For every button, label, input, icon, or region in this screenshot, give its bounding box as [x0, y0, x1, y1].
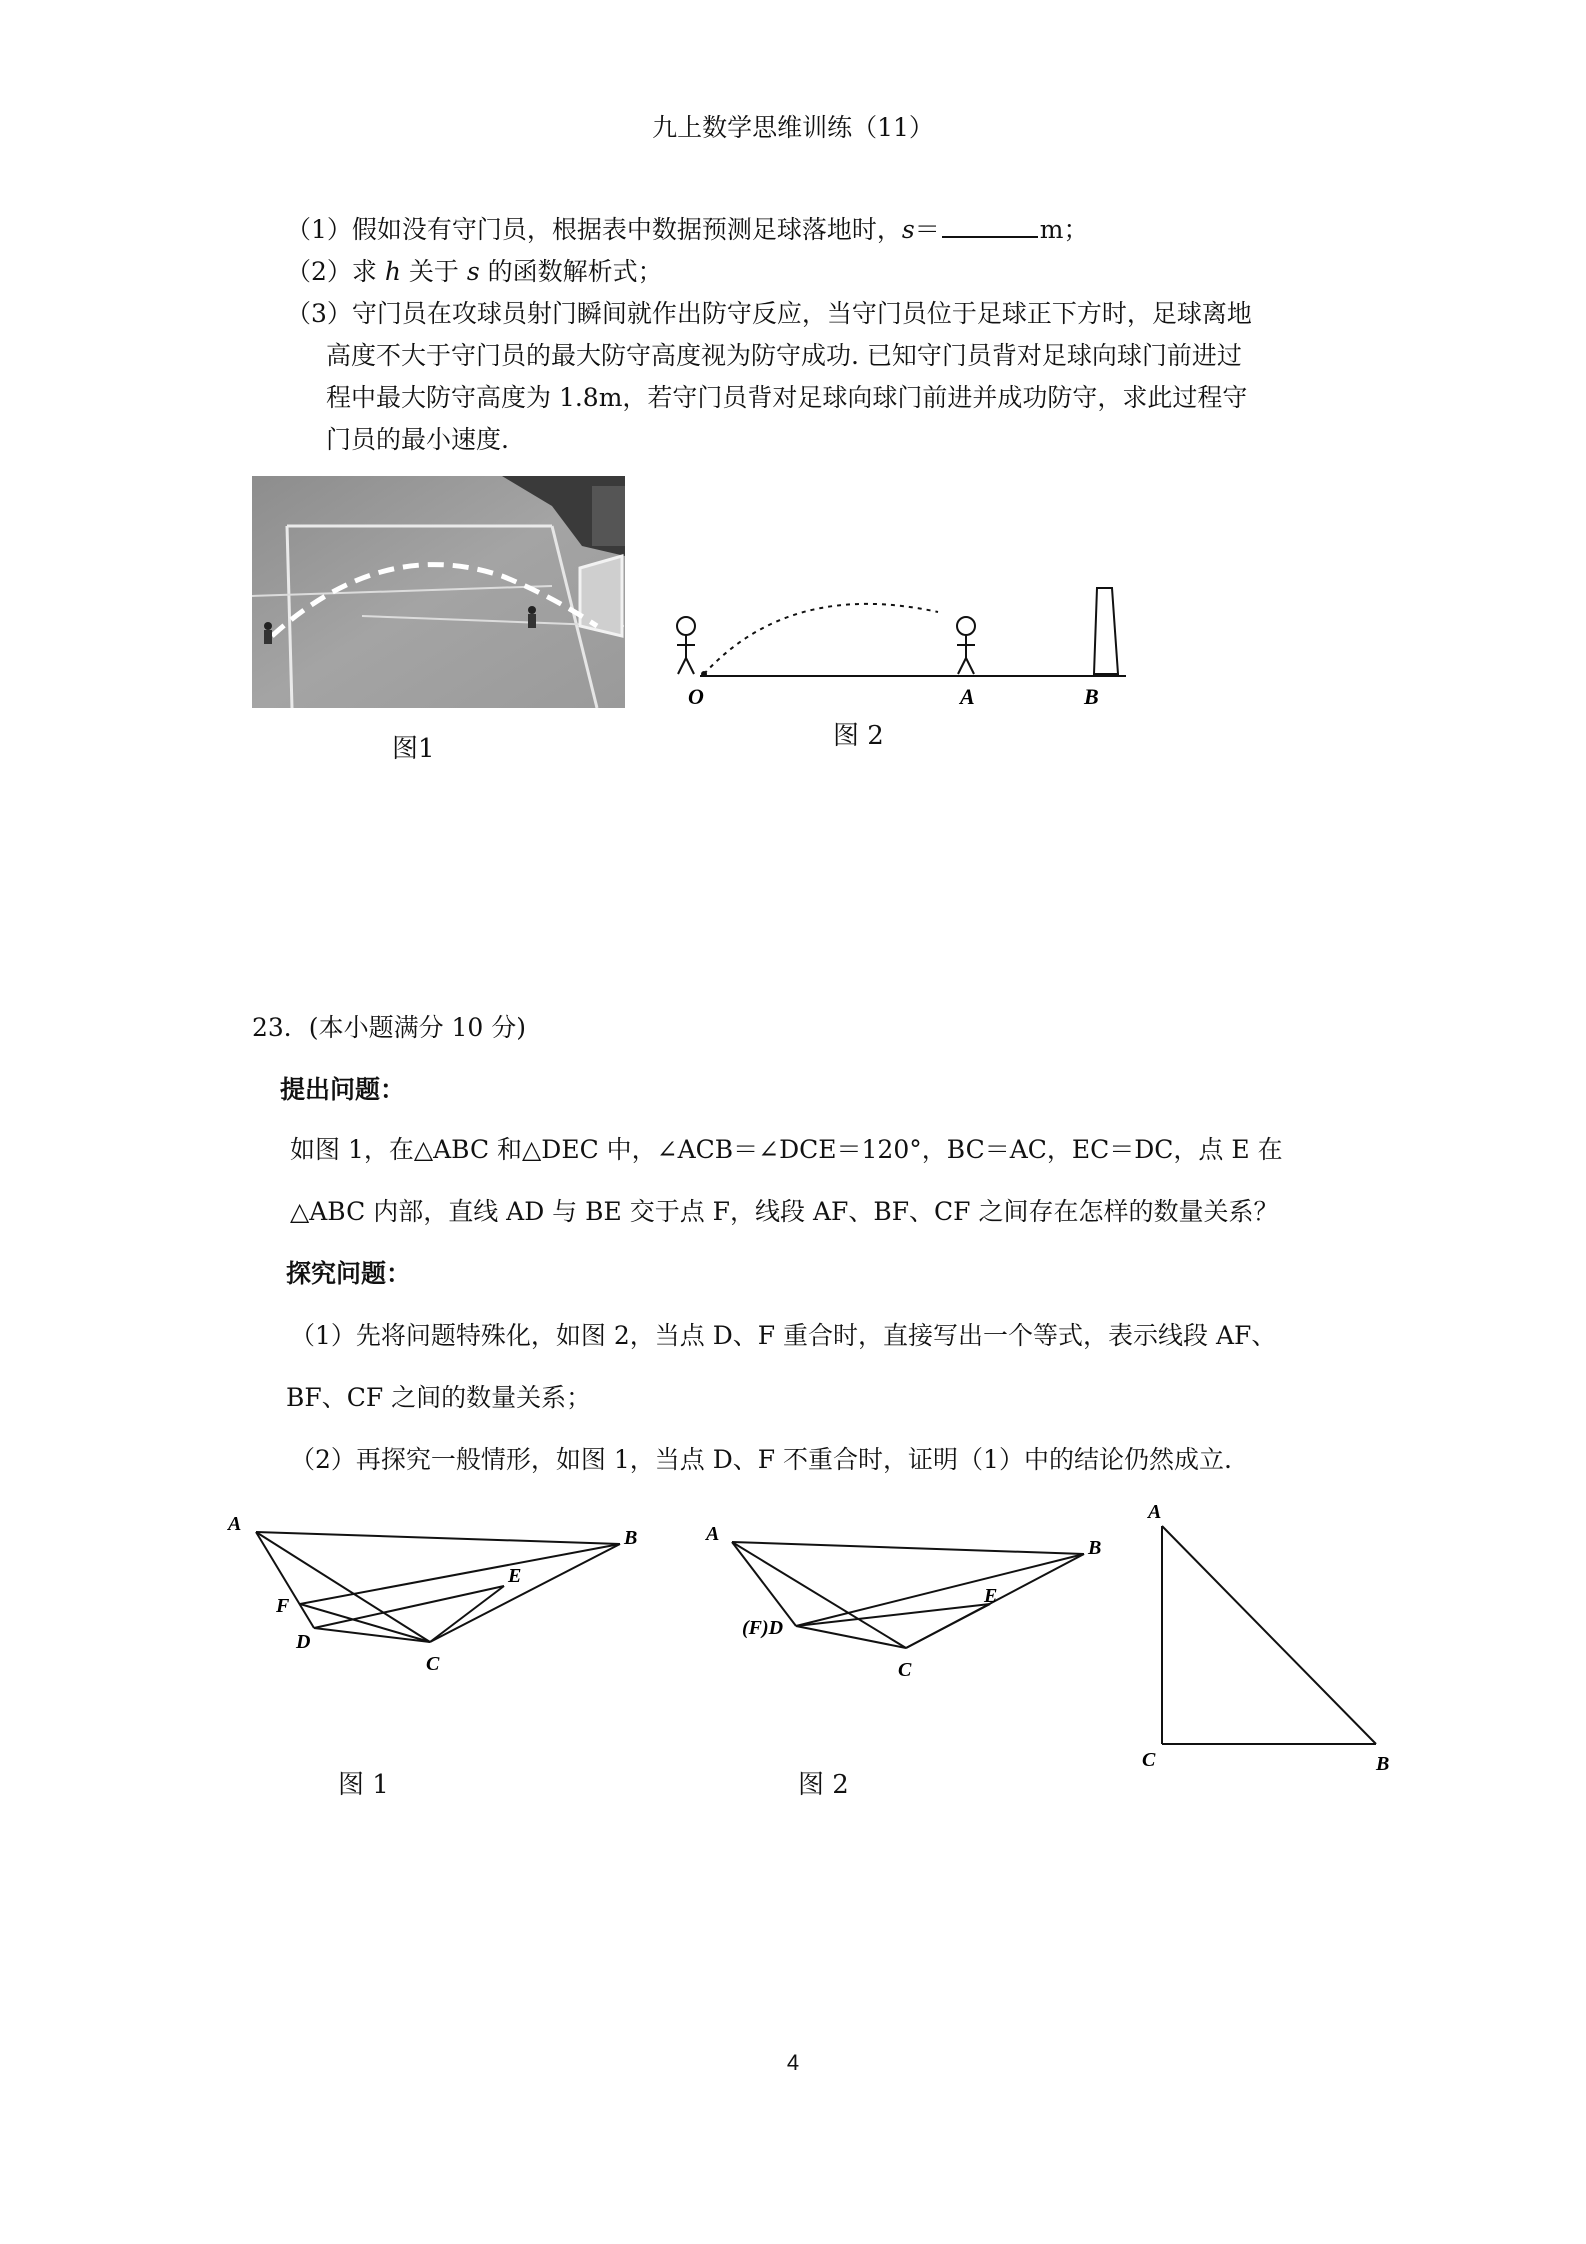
- q23-figure1-diagram: [220, 1500, 660, 1690]
- label-a: A: [1148, 1501, 1162, 1523]
- q22-part3-line1: （3）守门员在攻球员射门瞬间就作出防守反应，当守门员位于足球正下方时，足球离地: [286, 299, 1252, 328]
- label-b: B: [1088, 1537, 1102, 1559]
- q23-part1-line1: （1）先将问题特殊化，如图 2，当点 D、F 重合时，直接写出一个等式，表示线段 AF、: [290, 1321, 1277, 1350]
- q22-figure2-diagram: [660, 570, 1130, 740]
- q23-section-propose: 提出问题：: [280, 1075, 406, 1104]
- label-fd: (F)D: [742, 1617, 784, 1639]
- q22-figure1-caption: 图1: [392, 734, 435, 764]
- q22-part3-line4: 门员的最小速度.: [326, 425, 509, 454]
- q23-figure3-diagram: [1130, 1494, 1410, 1784]
- page-header-title: 九上数学思维训练（11）: [652, 113, 934, 142]
- label-d: D: [296, 1631, 311, 1653]
- q22-part2: （2）求 h 关于 s 的函数解析式；: [286, 257, 663, 286]
- q23-figure2-diagram: [700, 1510, 1120, 1690]
- label-c: C: [426, 1653, 440, 1675]
- q22-figure2-caption: 图 2: [833, 721, 884, 751]
- label-a: A: [960, 684, 975, 709]
- label-b: B: [624, 1527, 638, 1549]
- label-c: C: [1142, 1749, 1156, 1771]
- label-c: C: [898, 1659, 912, 1681]
- label-e: E: [508, 1565, 522, 1587]
- label-a: A: [706, 1523, 720, 1545]
- label-o: O: [688, 684, 704, 709]
- page-number: 4: [786, 2050, 800, 2075]
- q23-intro-line2: △ABC 内部，直线 AD 与 BE 交于点 F，线段 AF、BF、CF 之间存在怎样的数量关系？: [290, 1197, 1279, 1226]
- q23-section-explore: 探究问题：: [286, 1259, 412, 1288]
- label-e: E: [984, 1585, 998, 1607]
- q23-part1-line2: BF、CF 之间的数量关系；: [286, 1383, 592, 1412]
- q22-part3-line2: 高度不大于守门员的最大防守高度视为防守成功. 已知守门员背对足球向球门前进过: [326, 341, 1242, 370]
- q23-figure2-caption: 图 2: [798, 1770, 849, 1800]
- q23-part2: （2）再探究一般情形，如图 1，当点 D、F 不重合时，证明（1）中的结论仍然成立.: [290, 1445, 1232, 1474]
- label-f: F: [276, 1595, 290, 1617]
- answer-blank: [942, 214, 1038, 238]
- q23-figure1-caption: 图 1: [338, 1770, 389, 1800]
- label-b: B: [1084, 684, 1099, 709]
- q23-intro-line1: 如图 1，在△ABC 和△DEC 中，∠ACB＝∠DCE＝120°，BC＝AC，EC＝DC，点 E 在: [290, 1135, 1283, 1164]
- q22-part1: （1）假如没有守门员，根据表中数据预测足球落地时，s＝ m；: [286, 215, 1089, 244]
- label-a: A: [228, 1513, 242, 1535]
- q22-part3-line3: 程中最大防守高度为 1.8m，若守门员背对足球向球门前进并成功防守，求此过程守: [326, 383, 1248, 412]
- label-b: B: [1376, 1753, 1390, 1775]
- q22-figure1-photo: [252, 476, 625, 708]
- q23-heading: 23．(本小题满分 10 分): [252, 1013, 527, 1042]
